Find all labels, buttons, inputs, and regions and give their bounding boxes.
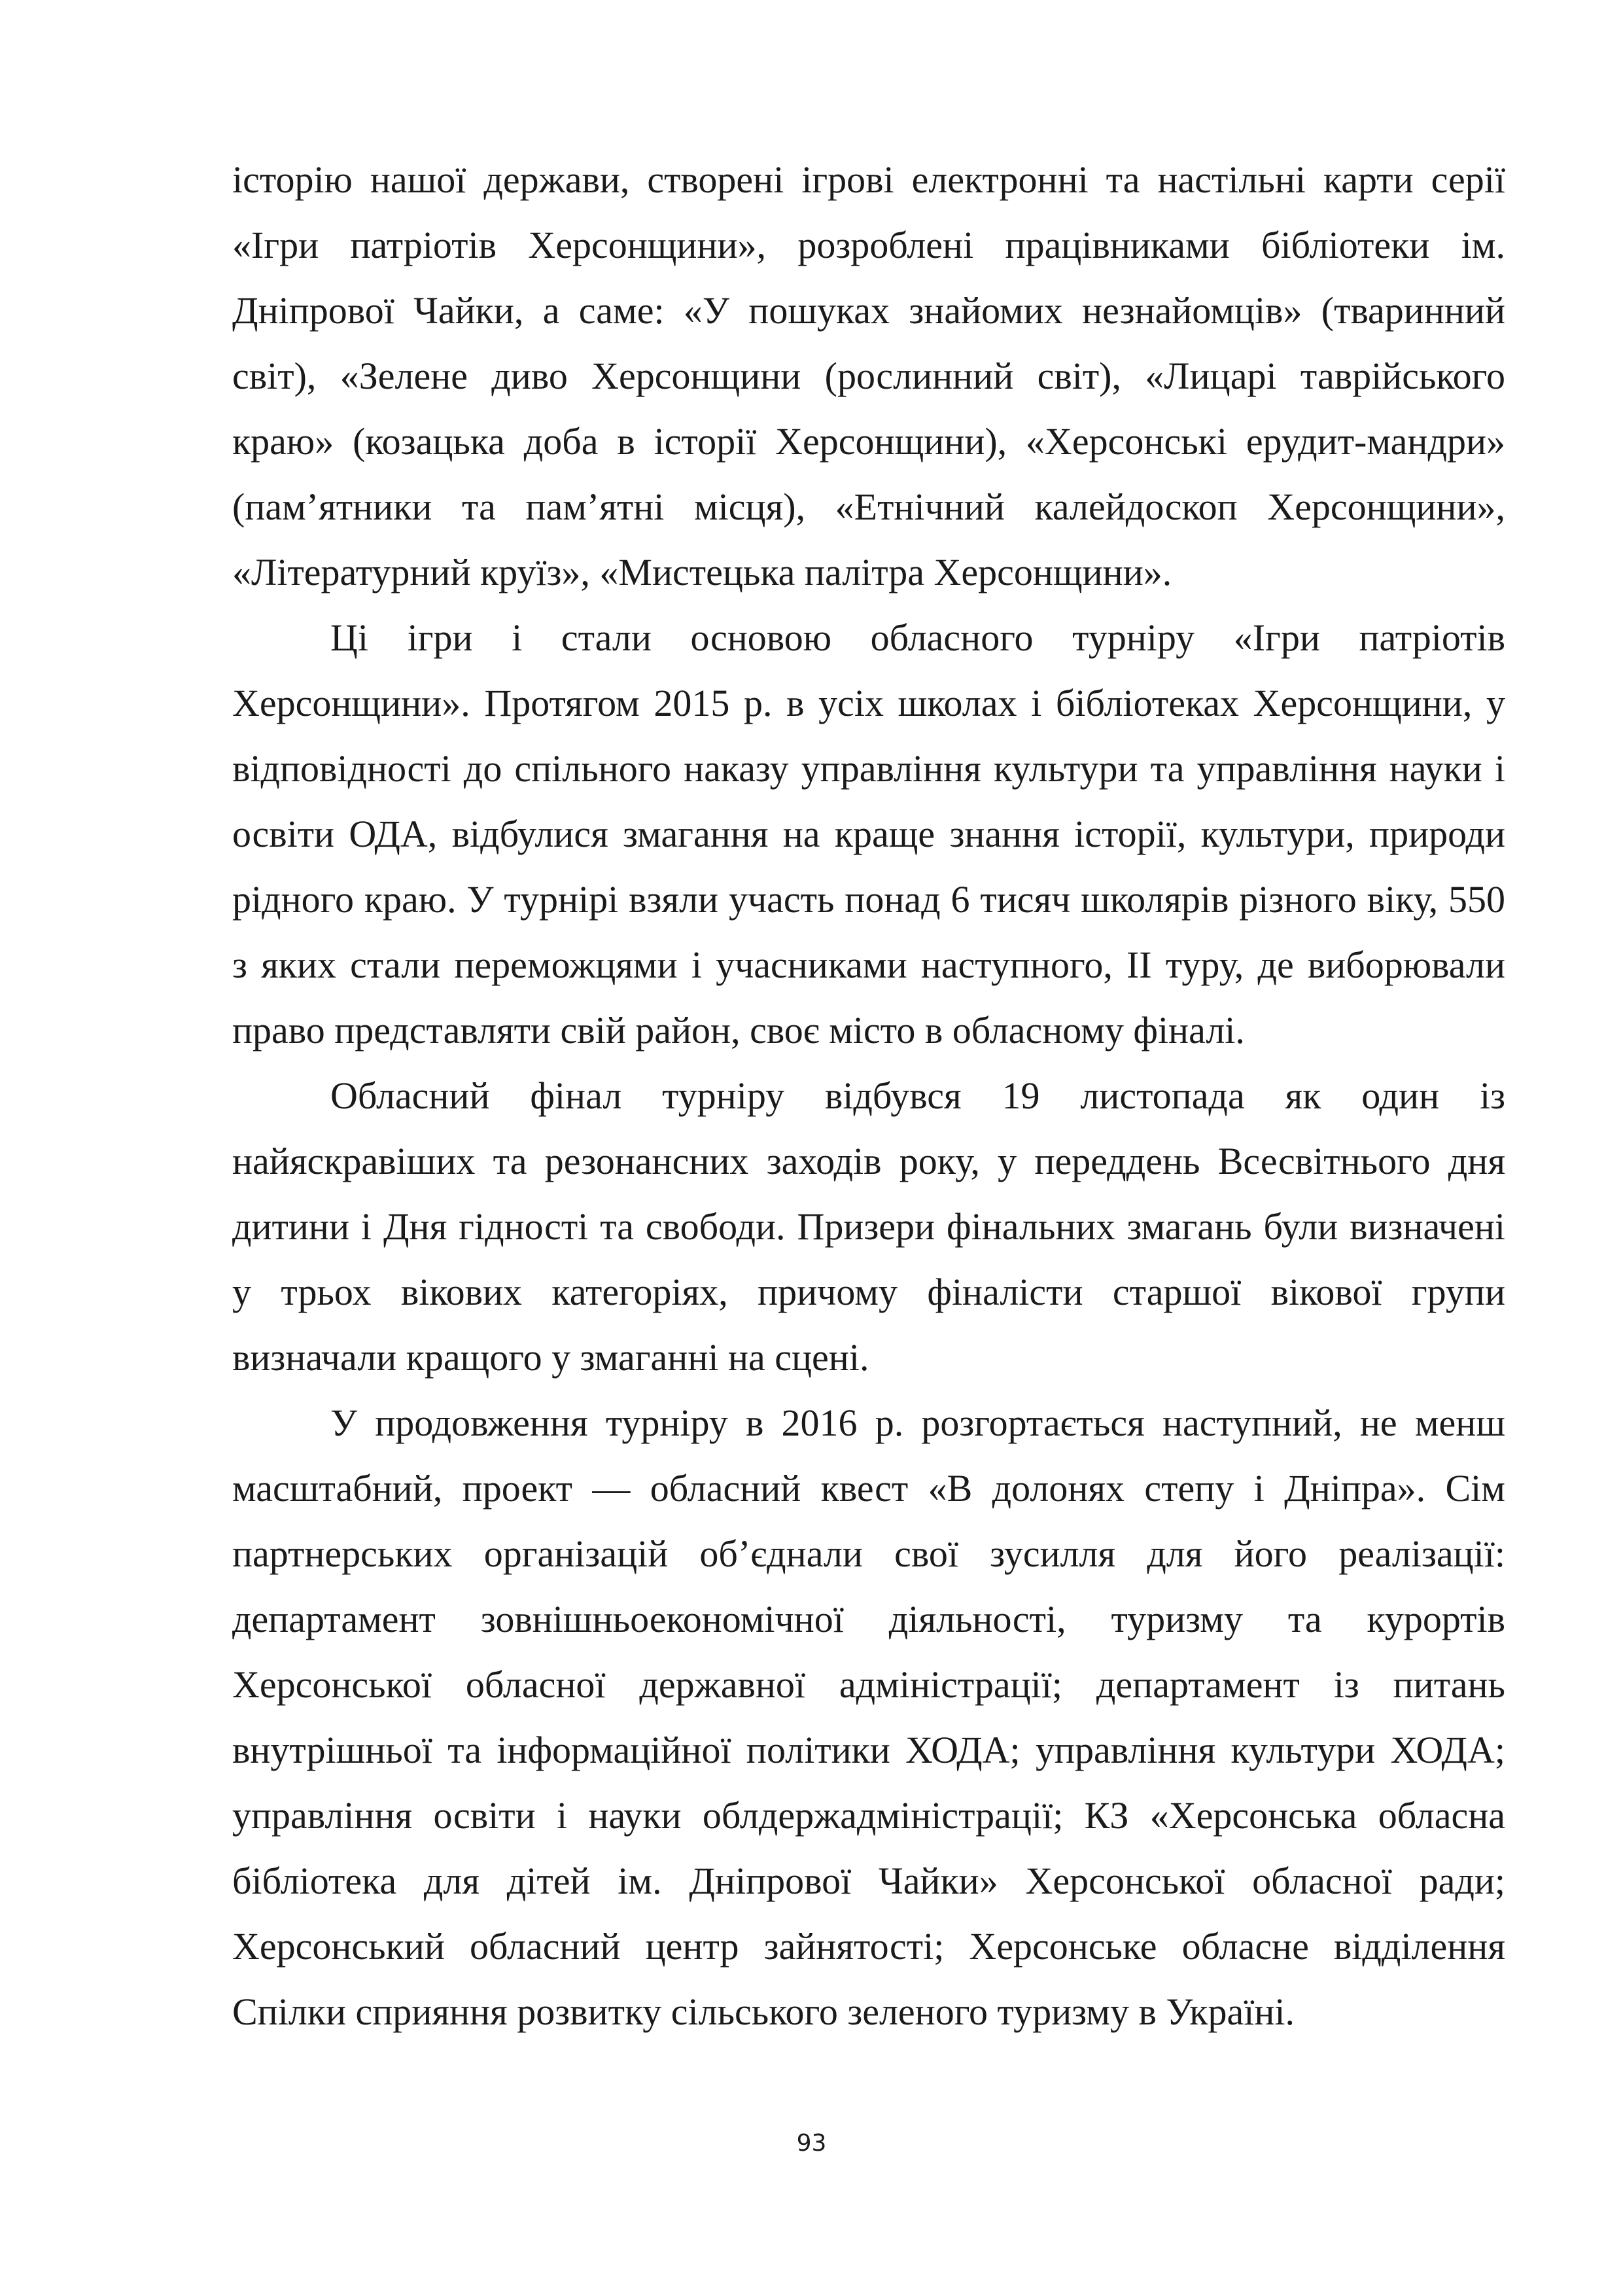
body-text bbox=[232, 147, 1505, 2045]
page-number: 93 bbox=[796, 2130, 827, 2157]
paragraph-regional-final: Обласний фінал турніру відбувся 19 листопада як один із найяскравіших та резонансних заходів року, у переддень Всесвітнього дня дитини і Дня гідності та свободи. Призери фінальних змагань були визначені у трьох вікових категоріях, причому фіналісти старшої вікової групи визначали кращого у змаганні на сцені. bbox=[232, 1074, 1505, 1379]
paragraph-continuation: історію нашої держави, створені ігрові електронні та настільні карти серії «Ігри патріотів Херсонщини», розроблені працівниками бібліотеки ім. Дніпрової Чайки, а саме: «У пошуках знайомих незнайомців» (тваринний світ), «Зелене диво Херсонщини (рослинний світ), «Лицарі таврійського краю» (козацька доба в історії Херсонщини), «Херсонські ерудит-мандри» (пам’ятники та пам’ятні місця), «Етнічний калейдоскоп Херсонщини», «Літературний круїз», «Мистецька палітра Херсонщини». bbox=[232, 158, 1505, 593]
paragraph-tournament: Ці ігри і стали основою обласного турніру «Ігри патріотів Херсонщини». Протягом 2015 р. в усіх школах і бібліотеках Херсонщини, у відповідності до спільного наказу управління культури та управління науки і освіти ОДА, відбулися змагання на краще знання історії, культури, природи рідного краю. У турнірі взяли участь понад 6 тисяч школярів різного віку, 550 з яких стали переможцями і учасниками наступного, ІІ туру, де виборювали право представляти свій район, своє місто в обласному фіналі. bbox=[232, 616, 1505, 1051]
paragraph-quest: У продовження турніру в 2016 р. розгортається наступний, не менш масштабний, проект — обласний квест «В долонях степу і Дніпра». Сім партнерських організацій об’єднали свої зусилля для його реалізації: департамент зовнішньоекономічної діяльності, туризму та курортів Херсонської обласної державної адміністрації; департамент із питань внутрішньої та інформаційної політики ХОДА; управління культури ХОДА; управління освіти і науки облдержадміністрації; КЗ «Херсонська обласна бібліотека для дітей ім. Дніпрової Чайки» Херсонської обласної ради; Херсонський обласний центр зайнятості; Херсонське обласне відділення Спілки сприяння розвитку сільського зеленого туризму в Україні. bbox=[232, 1402, 1505, 2033]
